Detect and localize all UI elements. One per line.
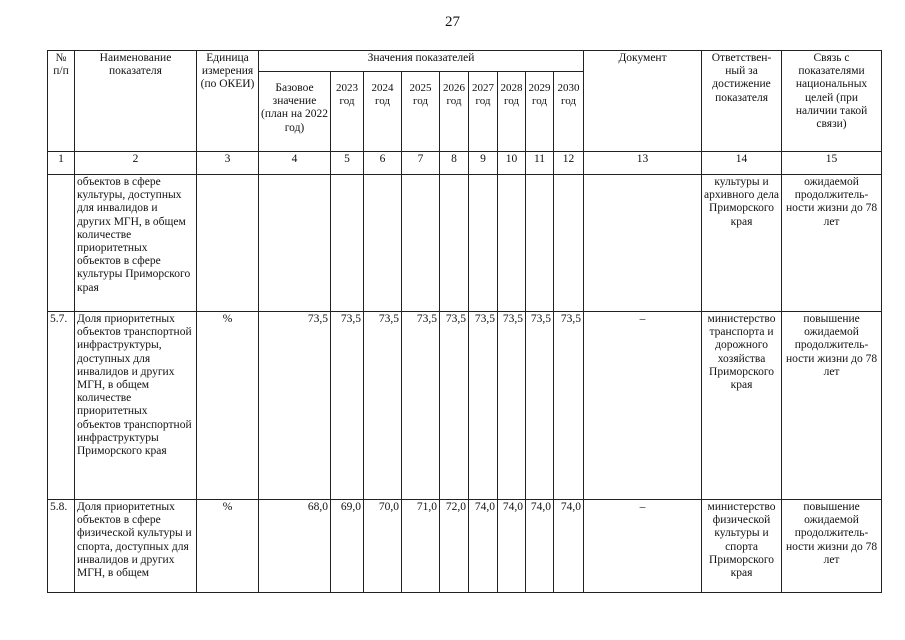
year-value (526, 175, 554, 312)
header-row-top (48, 51, 882, 72)
base-value: 73,5 (259, 312, 331, 500)
indicator-name: объектов в сфере культуры, доступных для инвалидов и других МГН, в общем количестве приоритетных объектов в сфере культуры Приморского края (75, 175, 197, 312)
year-value (440, 175, 469, 312)
header-unit: Единица измерения (по ОКЕИ) (197, 51, 259, 152)
year-value: 70,0 (364, 500, 402, 593)
header-year: 2023 год (331, 72, 364, 152)
header-year: 2025 год (402, 72, 440, 152)
column-number: 8 (440, 152, 469, 175)
unit (197, 175, 259, 312)
document (584, 175, 702, 312)
document: – (584, 500, 702, 593)
header-document: Документ (584, 51, 702, 152)
unit: % (197, 312, 259, 500)
column-number-row (48, 152, 882, 175)
responsible: министерство транспорта и дорожного хозяйства Приморского края (702, 312, 782, 500)
year-value: 73,5 (554, 312, 584, 500)
header-responsible: Ответствен-ный за достижение показателя (702, 51, 782, 152)
indicators-table (47, 50, 882, 593)
year-value: 73,5 (469, 312, 498, 500)
table-row (48, 175, 882, 312)
column-number: 13 (584, 152, 702, 175)
year-value: 74,0 (498, 500, 526, 593)
column-number: 2 (75, 152, 197, 175)
header-year: 2029 год (526, 72, 554, 152)
header-base: Базовое значение (план на 2022 год) (259, 72, 331, 152)
column-number: 15 (782, 152, 882, 175)
page-number: 27 (445, 14, 460, 30)
column-number: 14 (702, 152, 782, 175)
header-year: 2024 год (364, 72, 402, 152)
column-number: 5 (331, 152, 364, 175)
responsible: культуры и архивного дела Приморского края (702, 175, 782, 312)
indicator-name: Доля приоритетных объектов транспортной инфраструктуры, доступных для инвалидов и других МГН, в общем количестве приоритетных объектов транспортной инфраструктуры Приморского края (75, 312, 197, 500)
column-number: 11 (526, 152, 554, 175)
column-number: 12 (554, 152, 584, 175)
year-value: 74,0 (554, 500, 584, 593)
unit: % (197, 500, 259, 593)
header-year: 2027 год (469, 72, 498, 152)
indicator-name: Доля приоритетных объектов в сфере физической культуры и спорта, доступных для инвалидов и других МГН, в общем (75, 500, 197, 593)
year-value (331, 175, 364, 312)
row-num: 5.7. (48, 312, 75, 500)
year-value: 73,5 (440, 312, 469, 500)
national-goal-link: повышение ожидаемой продолжитель-ности жизни до 78 лет (782, 500, 882, 593)
column-number: 1 (48, 152, 75, 175)
column-number: 3 (197, 152, 259, 175)
column-number: 9 (469, 152, 498, 175)
year-value (469, 175, 498, 312)
base-value: 68,0 (259, 500, 331, 593)
year-value: 73,5 (498, 312, 526, 500)
column-number: 7 (402, 152, 440, 175)
responsible: министерство физической культуры и спорта Приморского края (702, 500, 782, 593)
header-values: Значения показателей (259, 51, 584, 72)
column-number: 10 (498, 152, 526, 175)
national-goal-link: повышение ожидаемой продолжитель-ности жизни до 78 лет (782, 312, 882, 500)
year-value: 73,5 (402, 312, 440, 500)
header-year: 2028 год (498, 72, 526, 152)
year-value (554, 175, 584, 312)
year-value: 73,5 (331, 312, 364, 500)
base-value (259, 175, 331, 312)
year-value: 73,5 (364, 312, 402, 500)
table-row (48, 312, 882, 500)
year-value: 73,5 (526, 312, 554, 500)
header-year: 2026 год (440, 72, 469, 152)
header-name: Наименование показателя (75, 51, 197, 152)
year-value: 72,0 (440, 500, 469, 593)
header-num: № п/п (48, 51, 75, 152)
year-value (498, 175, 526, 312)
header-link: Связь с показателями национальных целей (при наличии такой связи) (782, 51, 882, 152)
row-num: 5.8. (48, 500, 75, 593)
year-value (402, 175, 440, 312)
column-number: 4 (259, 152, 331, 175)
column-number: 6 (364, 152, 402, 175)
year-value: 71,0 (402, 500, 440, 593)
national-goal-link: ожидаемой продолжитель-ности жизни до 78 лет (782, 175, 882, 312)
year-value: 74,0 (526, 500, 554, 593)
year-value (364, 175, 402, 312)
table-row (48, 500, 882, 593)
year-value: 74,0 (469, 500, 498, 593)
header-year: 2030 год (554, 72, 584, 152)
document: – (584, 312, 702, 500)
row-num (48, 175, 75, 312)
year-value: 69,0 (331, 500, 364, 593)
